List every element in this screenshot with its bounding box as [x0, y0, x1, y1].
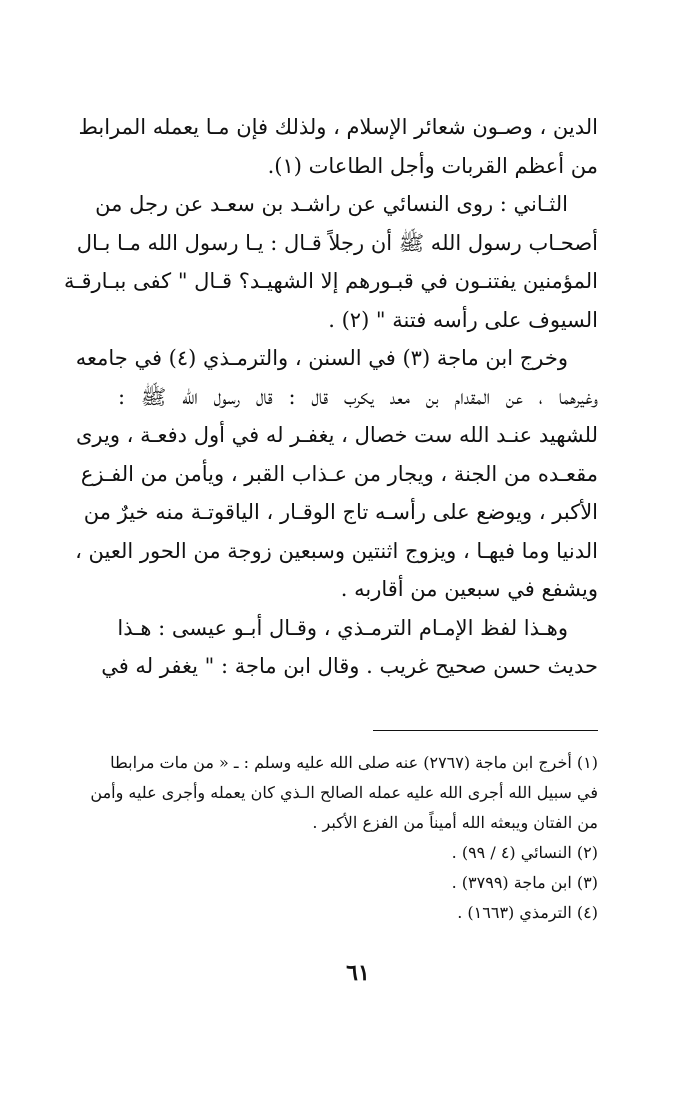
main-text-line: الثـاني : روى النسائي عن راشـد بن سعـد عن رجل من: [95, 192, 568, 216]
main-text-line: أصحـاب رسول الله ﷺ أن رجلاً قـال : يـا رسول الله مـا بـال: [76, 230, 598, 255]
main-text: [64, 108, 598, 686]
book-page: [64, 108, 598, 988]
main-text-line: وغيرهما ، عن المقدام بن معد يكرب قال : قال رسول الله ﷺ :: [118, 384, 598, 409]
main-text-line: السيوف على رأسه فتنة " (٢) .: [328, 307, 598, 332]
main-text-line: ويشفع في سبعين من أقاربه .: [340, 577, 598, 601]
footnote-divider: [373, 730, 598, 731]
main-text-line: مقعـده من الجنة ، ويجار من عـذاب القبر ، ويأمن من الفـزع: [80, 461, 598, 486]
footnote-line: (٤) الترمذي (١٦٦٣) .: [457, 903, 598, 922]
main-text-line: وهـذا لفظ الإمـام الترمـذي ، وقـال أبـو عيسى : هـذا: [117, 615, 568, 640]
footnote-line: من الفتان ويبعثه الله أميناً من الفزع الأكبر .: [312, 813, 598, 832]
main-text-line: وخرج ابن ماجة (٣) في السنن ، والترمـذي (٤) في جامعه: [75, 346, 568, 370]
page-number: ٦١: [346, 960, 370, 986]
main-text-line: المؤمنين يفتنـون في قبـورهم إلا الشهيـد؟ قـال " كفى ببـارقـة: [64, 269, 598, 293]
main-text-line: للشهيد عنـد الله ست خصال ، يغفـر له في أول دفعـة ، ويرى: [75, 423, 598, 447]
footnote-line: في سبيل الله أجرى الله عليه عمله الصالح الـذي كان يعمله وأجرى عليه وأمن: [90, 783, 598, 802]
footnote-line: (٢) النسائي (٤ / ٩٩) .: [451, 843, 598, 862]
main-text-line: حديث حسن صحيح غريب . وقال ابن ماجة : " يغفر له في: [101, 654, 598, 678]
main-text-line: من أعظم القربات وأجل الطاعات (١).: [267, 153, 598, 178]
footnote-line: (١) أخرج ابن ماجة (٢٧٦٧) عنه صلى الله عليه وسلم : ـ « من مات مرابطا: [110, 753, 598, 772]
main-text-line: الأكبر ، ويوضع على رأسـه تاج الوقـار ، الياقوتـة منه خيرٌ من: [83, 500, 598, 524]
main-text-line: الدين ، وصـون شعائر الإسلام ، ولذلك فإن مـا يعمله المرابط: [78, 115, 598, 139]
main-text-line: الدنيا وما فيهـا ، ويزوج اثنتين وسبعين زوجة من الحور العين ،: [75, 538, 598, 563]
footnote-line: (٣) ابن ماجة (٣٧٩٩) .: [451, 873, 598, 892]
footnotes: [90, 748, 598, 928]
